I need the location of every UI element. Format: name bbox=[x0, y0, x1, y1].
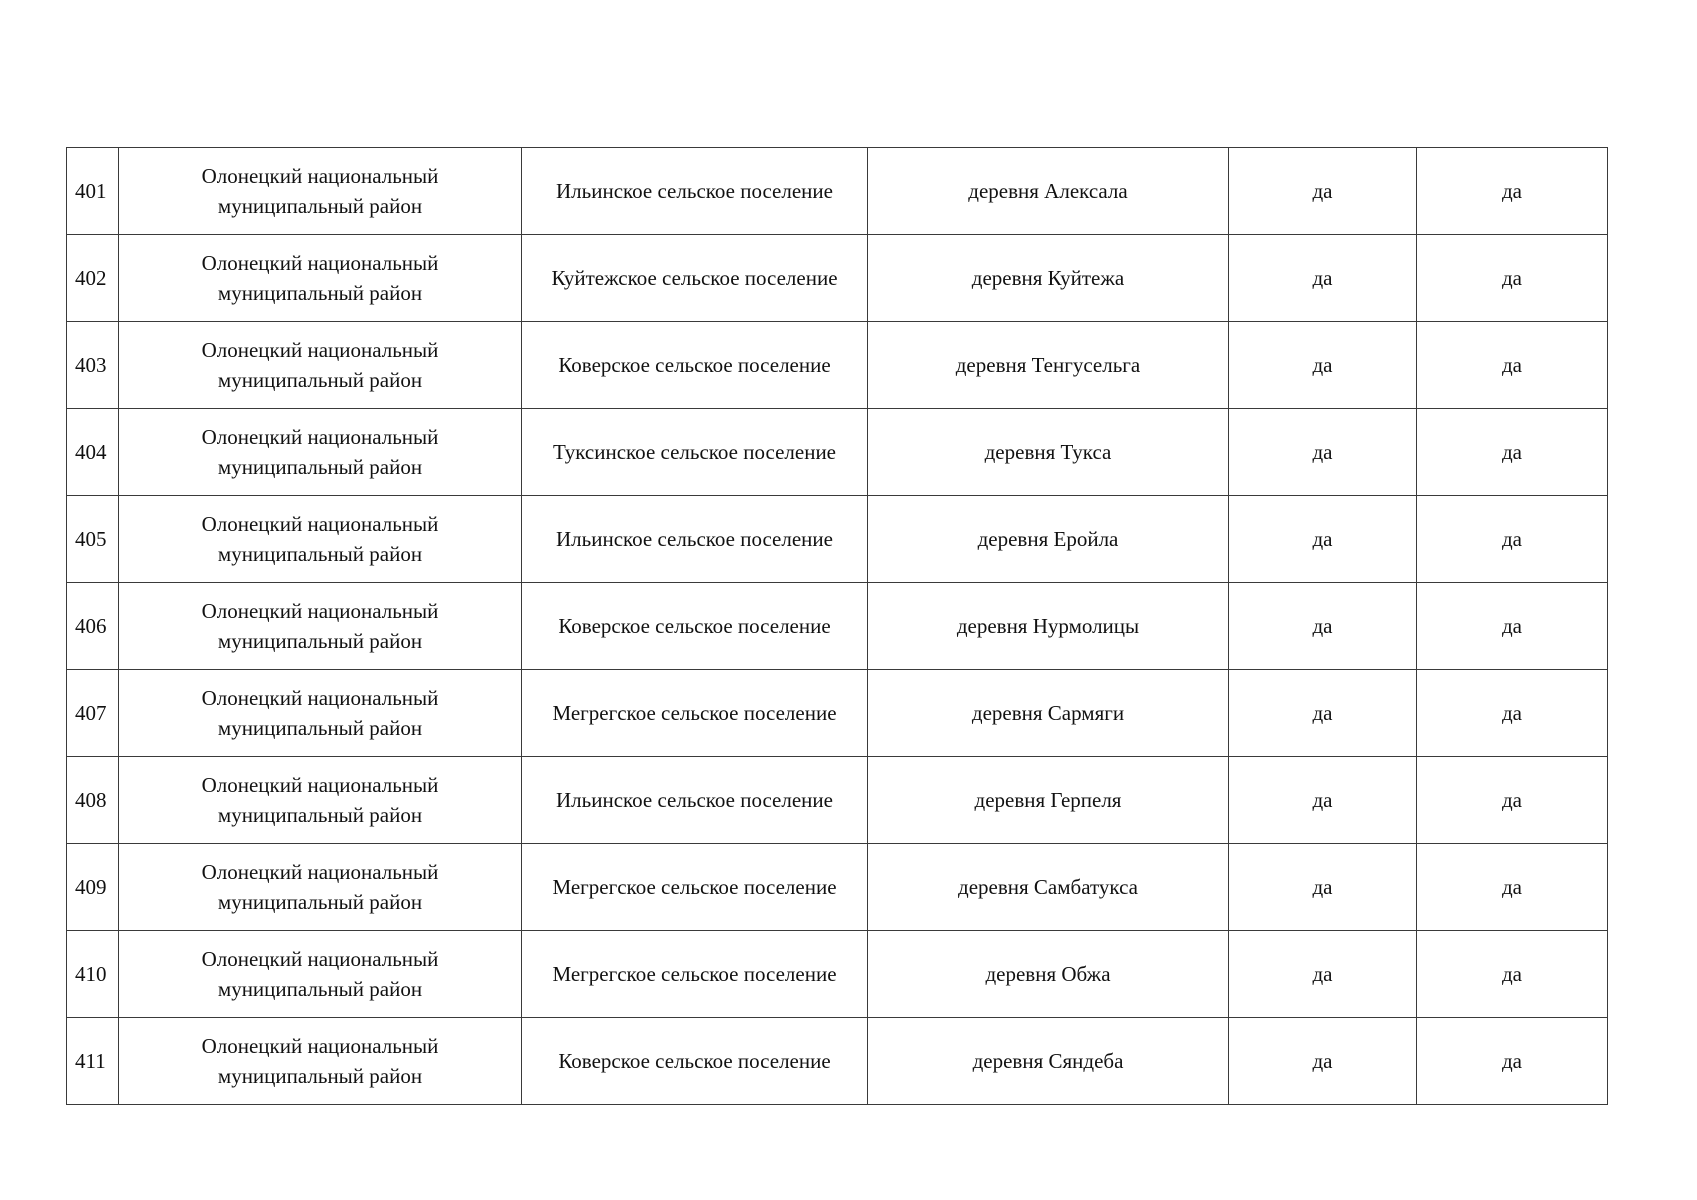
table-row bbox=[67, 235, 1608, 322]
table-row bbox=[67, 148, 1608, 235]
district-line-2: муниципальный район bbox=[217, 803, 423, 827]
row-number: 407 bbox=[67, 670, 119, 757]
table-row bbox=[67, 496, 1608, 583]
locality-cell: деревня Сармяги bbox=[868, 670, 1229, 757]
flag-cell-1: да bbox=[1229, 322, 1417, 409]
district-cell bbox=[119, 583, 522, 670]
settlement-cell: Ильинское сельское поселение bbox=[522, 496, 868, 583]
district-line-2: муниципальный район bbox=[217, 281, 423, 305]
settlement-cell: Мегрегское сельское поселение bbox=[522, 670, 868, 757]
flag-cell-1: да bbox=[1229, 496, 1417, 583]
table-row bbox=[67, 322, 1608, 409]
flag-cell-1: да bbox=[1229, 1018, 1417, 1105]
flag-cell-2: да bbox=[1417, 496, 1608, 583]
flag-cell-2: да bbox=[1417, 757, 1608, 844]
locality-cell: деревня Тукса bbox=[868, 409, 1229, 496]
flag-cell-1: да bbox=[1229, 670, 1417, 757]
district-cell bbox=[119, 322, 522, 409]
district-line-2: муниципальный район bbox=[217, 1064, 423, 1088]
district-line-1: Олонецкий национальный bbox=[201, 338, 439, 362]
district-line-2: муниципальный район bbox=[217, 716, 423, 740]
district-line-2: муниципальный район bbox=[217, 368, 423, 392]
locality-cell: деревня Куйтежа bbox=[868, 235, 1229, 322]
settlement-cell: Коверское сельское поселение bbox=[522, 1018, 868, 1105]
district-line-2: муниципальный район bbox=[217, 542, 423, 566]
district-cell bbox=[119, 496, 522, 583]
flag-cell-2: да bbox=[1417, 235, 1608, 322]
table-row bbox=[67, 670, 1608, 757]
district-cell bbox=[119, 844, 522, 931]
district-line-1: Олонецкий национальный bbox=[201, 773, 439, 797]
locality-cell: деревня Тенгусельга bbox=[868, 322, 1229, 409]
district-line-1: Олонецкий национальный bbox=[201, 686, 439, 710]
flag-cell-2: да bbox=[1417, 148, 1608, 235]
district-line-1: Олонецкий национальный bbox=[201, 164, 439, 188]
settlement-cell: Ильинское сельское поселение bbox=[522, 148, 868, 235]
flag-cell-2: да bbox=[1417, 322, 1608, 409]
row-number: 403 bbox=[67, 322, 119, 409]
district-line-1: Олонецкий национальный bbox=[201, 425, 439, 449]
district-line-2: муниципальный район bbox=[217, 977, 423, 1001]
settlements-table bbox=[66, 147, 1608, 1105]
flag-cell-2: да bbox=[1417, 670, 1608, 757]
district-line-2: муниципальный район bbox=[217, 194, 423, 218]
row-number: 401 bbox=[67, 148, 119, 235]
table-body bbox=[67, 148, 1608, 1105]
row-number: 406 bbox=[67, 583, 119, 670]
flag-cell-1: да bbox=[1229, 583, 1417, 670]
row-number: 411 bbox=[67, 1018, 119, 1105]
district-line-2: муниципальный район bbox=[217, 629, 423, 653]
district-line-1: Олонецкий национальный bbox=[201, 860, 439, 884]
district-cell bbox=[119, 235, 522, 322]
flag-cell-2: да bbox=[1417, 583, 1608, 670]
table-row bbox=[67, 931, 1608, 1018]
district-cell bbox=[119, 670, 522, 757]
row-number: 409 bbox=[67, 844, 119, 931]
district-cell bbox=[119, 931, 522, 1018]
flag-cell-1: да bbox=[1229, 931, 1417, 1018]
row-number: 408 bbox=[67, 757, 119, 844]
flag-cell-1: да bbox=[1229, 757, 1417, 844]
flag-cell-1: да bbox=[1229, 235, 1417, 322]
district-line-1: Олонецкий национальный bbox=[201, 599, 439, 623]
row-number: 405 bbox=[67, 496, 119, 583]
locality-cell: деревня Обжа bbox=[868, 931, 1229, 1018]
district-cell bbox=[119, 409, 522, 496]
flag-cell-1: да bbox=[1229, 148, 1417, 235]
flag-cell-2: да bbox=[1417, 409, 1608, 496]
row-number: 404 bbox=[67, 409, 119, 496]
table-row bbox=[67, 844, 1608, 931]
row-number: 410 bbox=[67, 931, 119, 1018]
district-line-1: Олонецкий национальный bbox=[201, 251, 439, 275]
locality-cell: деревня Алексала bbox=[868, 148, 1229, 235]
settlement-cell: Коверское сельское поселение bbox=[522, 322, 868, 409]
locality-cell: деревня Самбатукса bbox=[868, 844, 1229, 931]
locality-cell: деревня Герпеля bbox=[868, 757, 1229, 844]
locality-cell: деревня Нурмолицы bbox=[868, 583, 1229, 670]
district-line-2: муниципальный район bbox=[217, 455, 423, 479]
table-row bbox=[67, 409, 1608, 496]
table-row bbox=[67, 583, 1608, 670]
locality-cell: деревня Еройла bbox=[868, 496, 1229, 583]
row-number: 402 bbox=[67, 235, 119, 322]
table-row bbox=[67, 1018, 1608, 1105]
district-line-1: Олонецкий национальный bbox=[201, 1034, 439, 1058]
flag-cell-1: да bbox=[1229, 844, 1417, 931]
settlement-cell: Мегрегское сельское поселение bbox=[522, 931, 868, 1018]
locality-cell: деревня Сяндеба bbox=[868, 1018, 1229, 1105]
district-line-1: Олонецкий национальный bbox=[201, 512, 439, 536]
settlement-cell: Ильинское сельское поселение bbox=[522, 757, 868, 844]
settlement-cell: Туксинское сельское поселение bbox=[522, 409, 868, 496]
flag-cell-2: да bbox=[1417, 1018, 1608, 1105]
settlement-cell: Мегрегское сельское поселение bbox=[522, 844, 868, 931]
district-line-2: муниципальный район bbox=[217, 890, 423, 914]
district-line-1: Олонецкий национальный bbox=[201, 947, 439, 971]
district-cell bbox=[119, 148, 522, 235]
flag-cell-2: да bbox=[1417, 844, 1608, 931]
flag-cell-2: да bbox=[1417, 931, 1608, 1018]
settlement-cell: Коверское сельское поселение bbox=[522, 583, 868, 670]
table-row bbox=[67, 757, 1608, 844]
district-cell bbox=[119, 1018, 522, 1105]
settlement-cell: Куйтежское сельское поселение bbox=[522, 235, 868, 322]
district-cell bbox=[119, 757, 522, 844]
flag-cell-1: да bbox=[1229, 409, 1417, 496]
